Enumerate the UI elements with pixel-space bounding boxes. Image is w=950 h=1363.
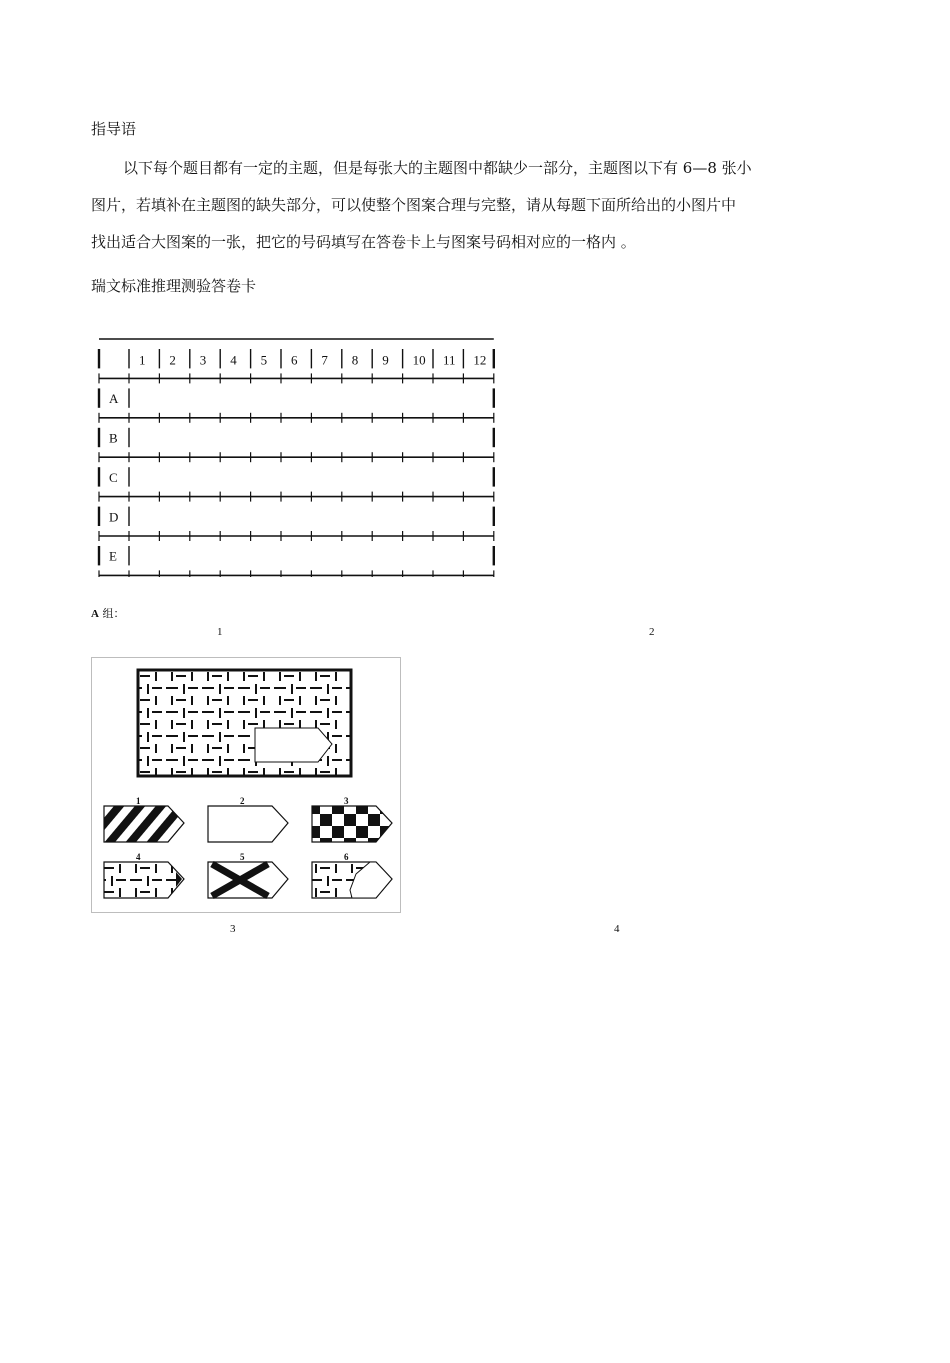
instructions-paragraph [91, 150, 861, 261]
answer-card-grid [97, 337, 497, 581]
column-header: 1 [139, 352, 146, 368]
instructions-line-1: 以下每个题目都有一定的主题，但是每张大的主题图中都缺少一部分，主题图以下有 6—8 张小 [123, 159, 752, 177]
option-number: 5 [240, 852, 245, 862]
group-a-suffix: 组： [98, 607, 125, 620]
instructions-line-3: 找出适合大图案的一张，把它的号码填写在答卷卡上与图案号码相对应的一格内 。 [91, 233, 636, 251]
option-number: 6 [344, 852, 349, 862]
question-number-4: 4 [614, 923, 620, 935]
answer-grid-drawing [97, 337, 497, 577]
row-label: B [109, 430, 118, 446]
option-shape [104, 862, 184, 898]
option-number: 3 [344, 796, 349, 806]
option-number: 4 [136, 852, 141, 862]
option-shape [208, 806, 288, 842]
group-a-label [91, 605, 124, 621]
column-header: 2 [169, 352, 176, 368]
question-number-1: 1 [217, 626, 223, 638]
instructions-line-2: 图片，若填补在主题图的缺失部分，可以使整个图案合理与完整，请从每题下面所给出的小图片中 [91, 196, 737, 214]
option-shape [104, 806, 184, 842]
row-label: E [109, 548, 117, 564]
row-label: A [109, 391, 119, 407]
row-label: D [109, 509, 119, 525]
column-header: 8 [351, 352, 359, 368]
answer-card-title: 瑞文标准推理测验答卷卡 [91, 277, 257, 295]
puzzle-a1 [91, 657, 401, 913]
column-header: 7 [321, 352, 328, 368]
group-a-letter: A [91, 608, 99, 620]
question-number-3: 3 [230, 923, 236, 935]
option-2[interactable] [208, 796, 288, 842]
option-shape [312, 806, 392, 842]
option-4[interactable] [104, 852, 184, 898]
option-1[interactable] [104, 796, 184, 842]
option-number: 2 [240, 796, 245, 806]
instructions-heading: 指导语 [91, 120, 137, 138]
option-number: 1 [136, 796, 141, 806]
option-5[interactable] [208, 852, 288, 898]
option-6[interactable] [312, 852, 392, 898]
column-header: 5 [260, 352, 268, 368]
column-header: 4 [230, 352, 237, 368]
column-header: 3 [199, 352, 207, 368]
question-number-2: 2 [649, 626, 655, 638]
column-header: 9 [382, 352, 389, 368]
column-header: 11 [443, 352, 456, 368]
column-header: 12 [473, 352, 487, 368]
column-header: 6 [291, 352, 298, 368]
answer-options [104, 796, 392, 898]
missing-piece-slot [255, 728, 332, 762]
option-3[interactable] [312, 796, 392, 842]
puzzle-a1-drawing [92, 658, 400, 912]
row-label: C [109, 469, 118, 485]
column-header: 10 [412, 352, 426, 368]
